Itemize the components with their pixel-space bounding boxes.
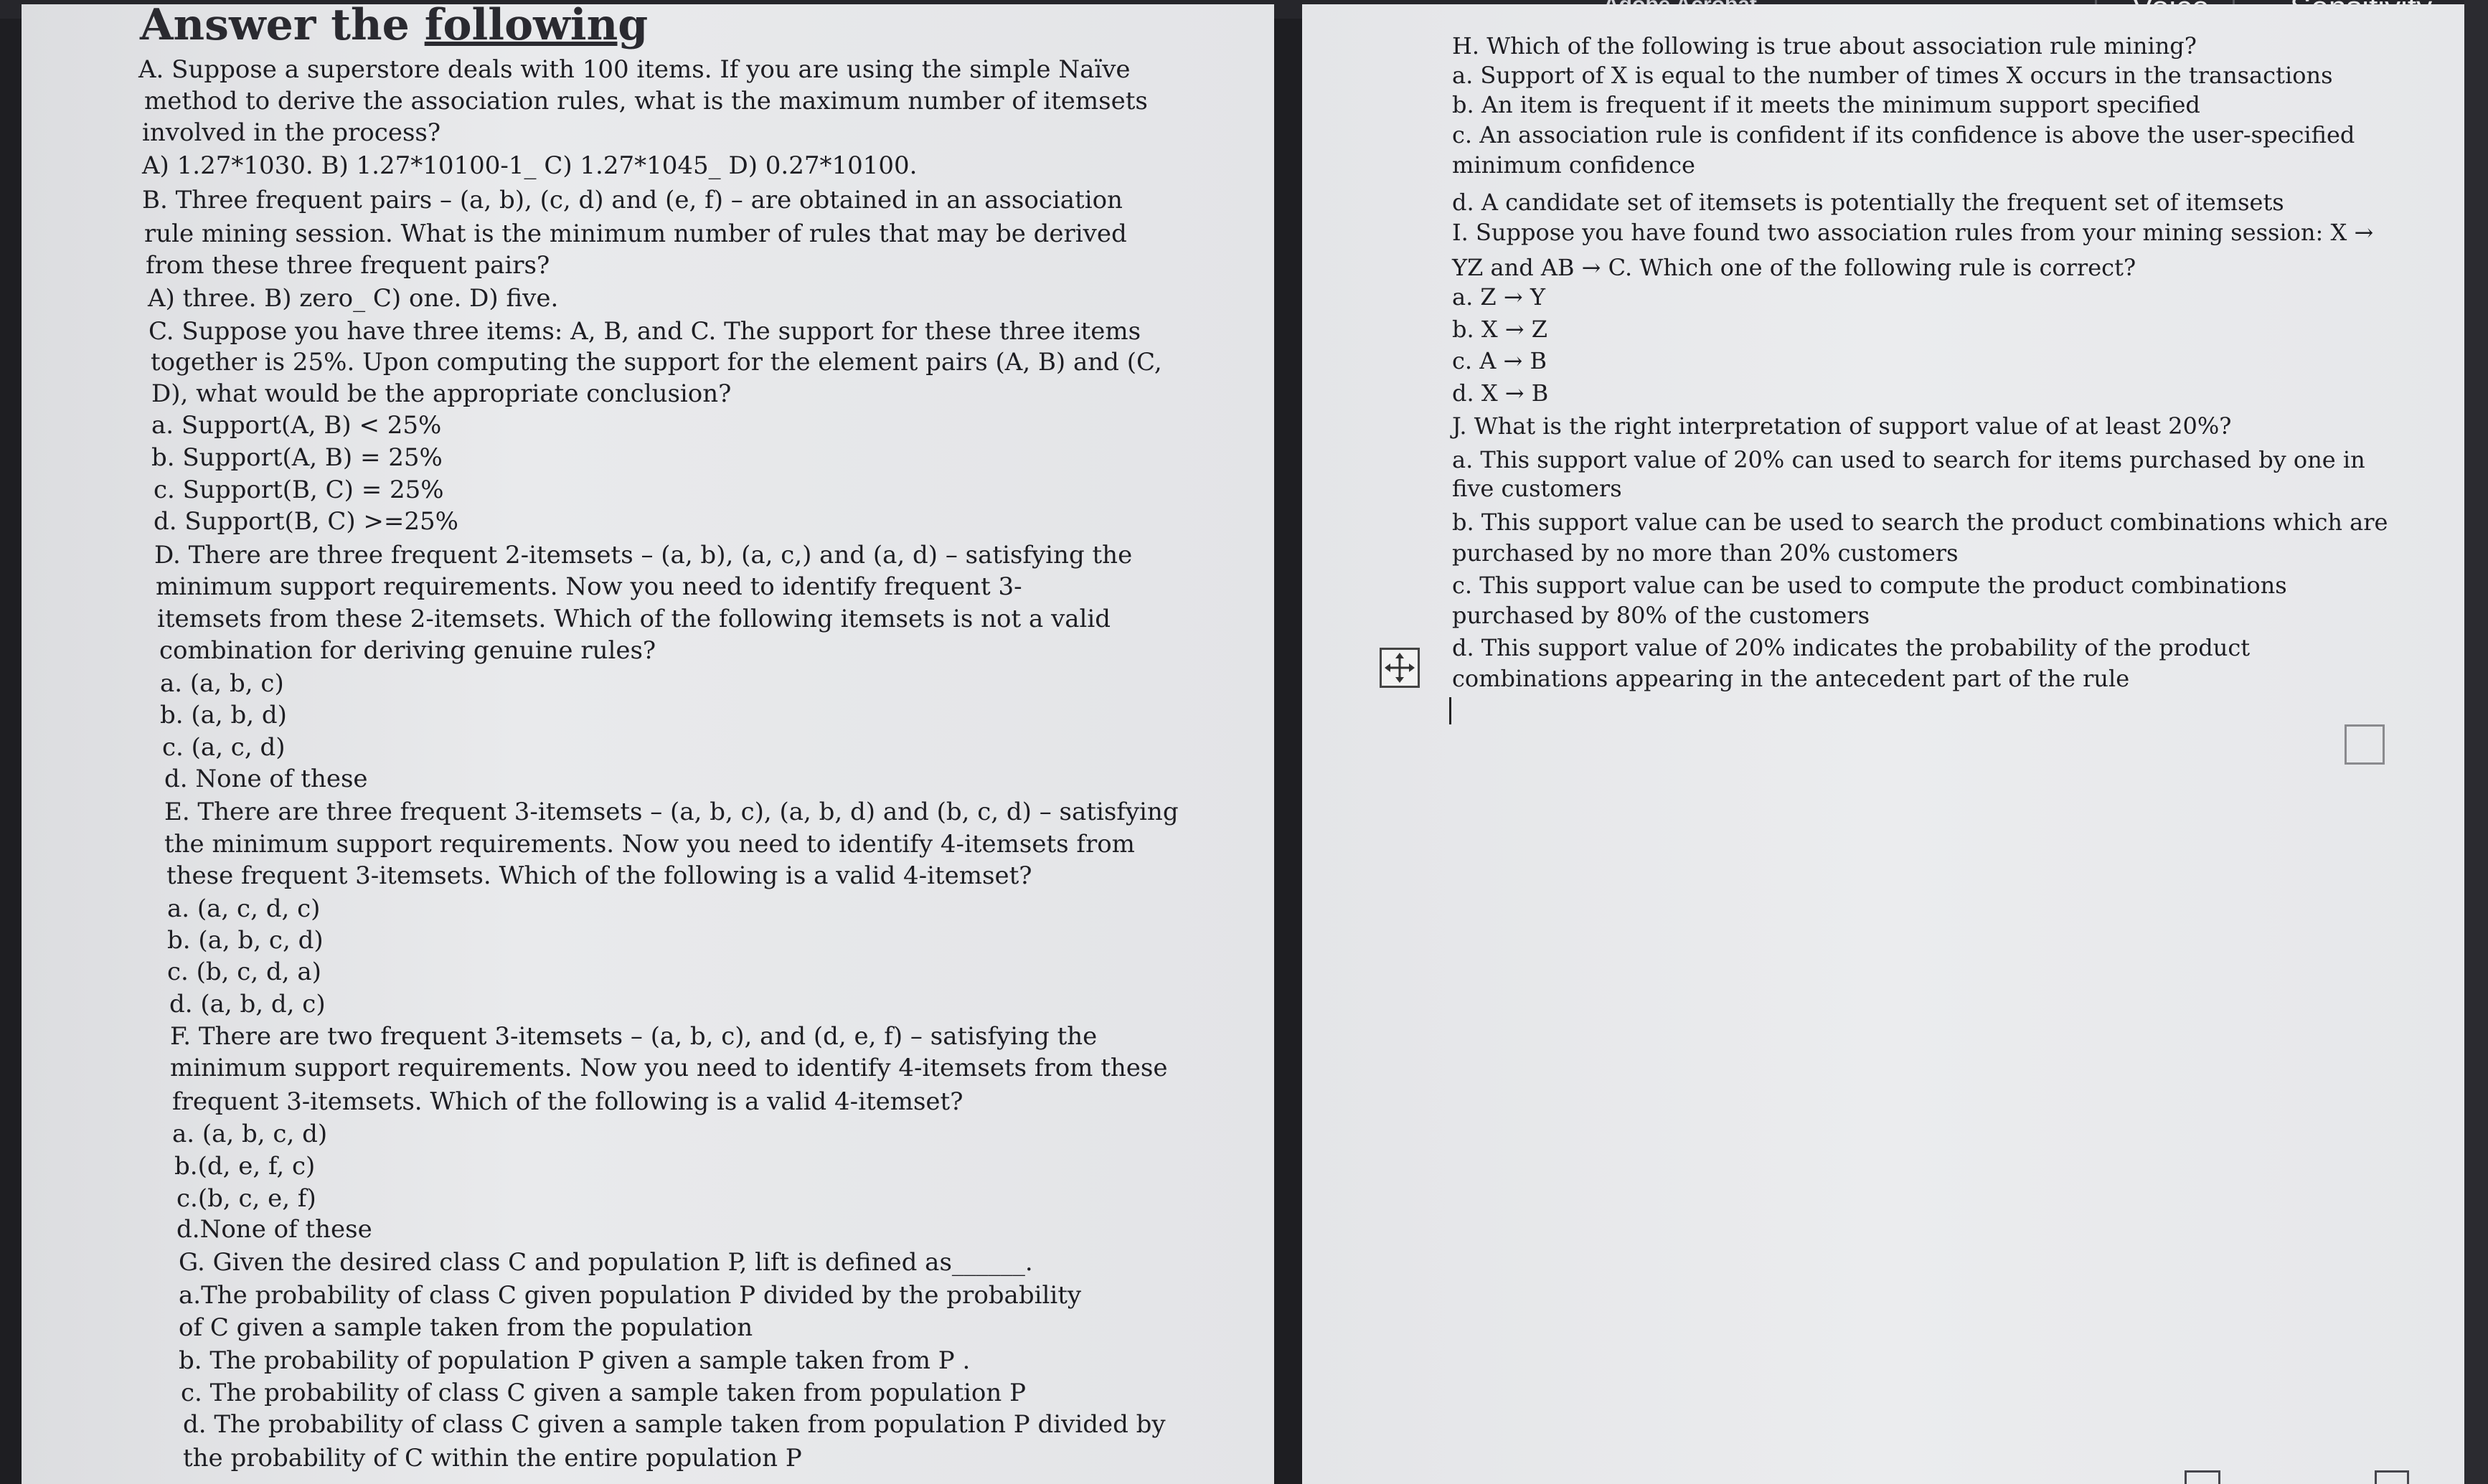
left-text-line: b.(d, e, f, c) — [174, 1152, 316, 1181]
right-text-line: combinations appearing in the antecedent part of the rule — [1452, 665, 2130, 692]
right-text-line: a. Z → Y — [1452, 283, 1545, 311]
left-text-line: the minimum support requirements. Now you need to identify 4-itemsets from — [164, 830, 1135, 859]
left-text-line: a.The probability of class C given population P divided by the probability — [179, 1281, 1082, 1310]
left-text-line: from these three frequent pairs? — [146, 251, 550, 280]
left-text-line: these frequent 3-itemsets. Which of the following is a valid 4-itemset? — [166, 861, 1032, 890]
left-text-line: itemsets from these 2-itemsets. Which of the following itemsets is not a valid — [157, 605, 1111, 633]
zoom-icon[interactable] — [2185, 1470, 2220, 1484]
right-text-line: c. An association rule is confident if its confidence is above the user-specified — [1452, 121, 2355, 148]
left-text-line: A) 1.27*1030. B) 1.27*10100-1_ C) 1.27*1045_ D) 0.27*10100. — [142, 151, 918, 180]
right-text-line: J. What is the right interpretation of support value of at least 20%? — [1452, 412, 2232, 440]
move-handle-icon[interactable] — [1380, 648, 1420, 688]
right-text-line: a. This support value of 20% can used to search for items purchased by one in — [1452, 446, 2365, 473]
left-text-line: d. The probability of class C given a sample taken from population P divided by — [183, 1410, 1166, 1439]
left-text-line: c. Support(B, C) = 25% — [154, 476, 444, 504]
left-text-line: c.(b, c, e, f) — [176, 1184, 316, 1213]
left-text-line: E. There are three frequent 3-itemsets – (a, b, c), (a, b, d) and (b, c, d) – satisfying — [164, 798, 1179, 826]
left-text-line: b. (a, b, c, d) — [167, 926, 324, 955]
right-text-line: five customers — [1452, 475, 1622, 502]
checkbox[interactable] — [2345, 724, 2385, 765]
left-text-line: d.None of these — [176, 1215, 372, 1244]
right-text-line: d. This support value of 20% indicates the probability of the product — [1452, 634, 2251, 661]
left-text-line: the probability of C within the entire population P — [183, 1444, 802, 1473]
left-text-line: combination for deriving genuine rules? — [159, 636, 656, 665]
right-text-line: d. X → B — [1452, 379, 1549, 407]
left-text-line: B. Three frequent pairs – (a, b), (c, d) and (e, f) – are obtained in an association — [142, 186, 1123, 214]
left-text-line: a. (a, c, d, c) — [167, 894, 321, 923]
left-text-line: b. (a, b, d) — [160, 701, 287, 729]
right-text-line: c. A → B — [1452, 347, 1547, 374]
text-cursor — [1449, 697, 1451, 724]
right-text-line: b. This support value can be used to search the product combinations which are — [1452, 509, 2388, 536]
right-text-line: purchased by no more than 20% customers — [1452, 539, 1959, 567]
title-part: Answer the — [140, 0, 410, 50]
right-text-line: b. X → Z — [1452, 316, 1547, 343]
right-text-line: I. Suppose you have found two association rules from your mining session: X → — [1452, 219, 2374, 246]
left-text-line: frequent 3-itemsets. Which of the following is a valid 4-itemset? — [172, 1087, 963, 1116]
left-text-line: c. The probability of class C given a sample taken from population P — [181, 1379, 1026, 1407]
left-text-line: method to derive the association rules, what is the maximum number of itemsets — [144, 87, 1148, 115]
right-text-line: b. An item is frequent if it meets the minimum support specified — [1452, 91, 2200, 118]
left-text-line: G. Given the desired class C and population P, lift is defined as______. — [179, 1248, 1033, 1277]
left-text-line: c. (a, c, d) — [162, 733, 286, 762]
title-part-underlined: following — [424, 0, 649, 50]
left-text-line: d. Support(B, C) >=25% — [154, 507, 458, 536]
right-text-line: a. Support of X is equal to the number of times X occurs in the transactions — [1452, 62, 2333, 89]
right-text-line: purchased by 80% of the customers — [1452, 602, 1870, 629]
left-text-line: A. Suppose a superstore deals with 100 items. If you are using the simple Naïve — [138, 55, 1131, 84]
left-text-line: C. Suppose you have three items: A, B, and C. The support for these three items — [149, 317, 1141, 346]
window-edge — [2464, 0, 2488, 1484]
left-text-line: d. None of these — [164, 765, 368, 793]
left-text-line: involved in the process? — [142, 118, 441, 147]
left-text-line: c. (b, c, d, a) — [167, 958, 321, 986]
left-text-line: a. Support(A, B) < 25% — [151, 411, 442, 440]
left-text-line: b. Support(A, B) = 25% — [151, 443, 443, 472]
view-mode-icon[interactable] — [2375, 1470, 2409, 1484]
left-text-line: rule mining session. What is the minimum number of rules that may be derived — [144, 219, 1127, 248]
left-text-line: A) three. B) zero_ C) one. D) five. — [148, 284, 559, 313]
right-text-line: YZ and AB → C. Which one of the following rule is correct? — [1452, 254, 2136, 281]
left-text-line: D), what would be the appropriate conclusion? — [151, 379, 732, 408]
right-text-line: d. A candidate set of itemsets is potentially the frequent set of itemsets — [1452, 189, 2284, 216]
left-text-line: b. The probability of population P given a sample taken from P . — [179, 1346, 971, 1375]
left-text-line: d. (a, b, d, c) — [169, 990, 326, 1019]
left-text-line: together is 25%. Upon computing the support for the element pairs (A, B) and (C, — [151, 348, 1162, 377]
left-text-line: minimum support requirements. Now you need to identify 4-itemsets from these — [170, 1054, 1168, 1082]
left-text-line: a. (a, b, c) — [160, 669, 284, 698]
right-text-line: c. This support value can be used to compute the product combinations — [1452, 572, 2287, 599]
left-text-line: a. (a, b, c, d) — [172, 1120, 328, 1148]
left-text-line: D. There are three frequent 2-itemsets – (a, b), (a, c,) and (a, d) – satisfying the — [154, 541, 1133, 570]
page-title — [140, 0, 648, 50]
right-text-line: H. Which of the following is true about association rule mining? — [1452, 32, 2197, 60]
right-text-line: minimum confidence — [1452, 151, 1695, 179]
left-text-line: of C given a sample taken from the population — [179, 1313, 753, 1342]
left-text-line: F. There are two frequent 3-itemsets – (a, b, c), and (d, e, f) – satisfying the — [170, 1022, 1098, 1051]
left-text-line: minimum support requirements. Now you need to identify frequent 3- — [156, 572, 1022, 601]
